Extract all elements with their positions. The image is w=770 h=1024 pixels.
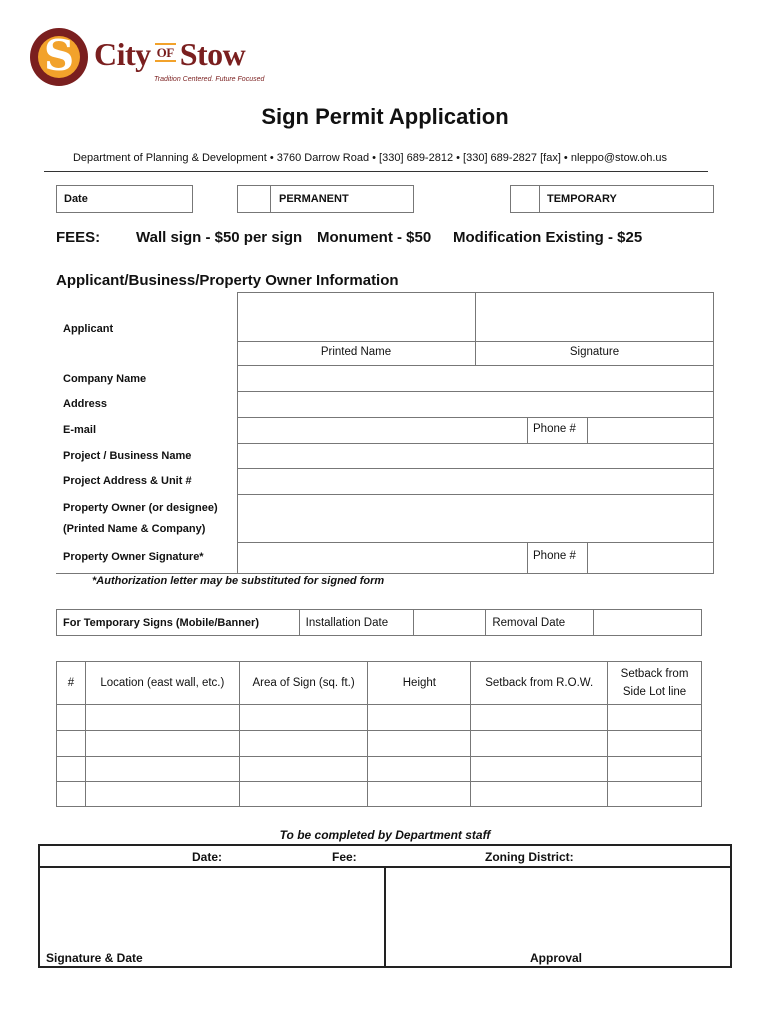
- temporary-option: [539, 185, 714, 213]
- email-label: E-mail: [63, 424, 97, 436]
- col-header-number: #: [57, 662, 86, 705]
- project-name-label: Project / Business Name: [63, 450, 192, 462]
- property-owner-input[interactable]: [238, 495, 713, 542]
- col-header-location: Location (east wall, etc.): [85, 662, 239, 705]
- table-row: [57, 705, 702, 731]
- permanent-option: [270, 185, 414, 213]
- signature-caption: Signature: [569, 346, 620, 358]
- authorization-note: *Authorization letter may be substituted for signed form: [92, 575, 385, 587]
- signature-date-label: Signature & Date: [46, 951, 143, 965]
- col-header-area: Area of Sign (sq. ft.): [239, 662, 368, 705]
- project-address-input[interactable]: [238, 469, 713, 494]
- city-logo: [30, 28, 270, 90]
- staff-date-label: Date:: [192, 850, 223, 864]
- section-title: Applicant/Business/Property Owner Information: [56, 272, 399, 289]
- table-row: [57, 757, 702, 782]
- permanent-label: PERMANENT: [279, 193, 349, 205]
- applicant-label: Applicant: [63, 323, 114, 335]
- applicant-printed-name-input[interactable]: [237, 292, 475, 341]
- zoning-district-label: Zoning District:: [485, 850, 574, 864]
- removal-date-input[interactable]: [594, 610, 702, 636]
- owner-signature-label: Property Owner Signature*: [63, 551, 204, 563]
- address-input[interactable]: [238, 392, 713, 417]
- temporary-signs-table: [56, 609, 702, 636]
- temporary-checkbox[interactable]: [510, 185, 540, 213]
- owner-phone-input[interactable]: [588, 543, 713, 573]
- temporary-signs-label: For Temporary Signs (Mobile/Banner): [57, 610, 300, 636]
- printed-name-caption: Printed Name: [320, 346, 392, 358]
- email-input[interactable]: [238, 418, 527, 443]
- staff-approval-area[interactable]: [388, 870, 728, 964]
- staff-section: [38, 844, 732, 968]
- applicant-signature-input[interactable]: [476, 292, 713, 341]
- installation-date-input[interactable]: [413, 610, 486, 636]
- department-contact-line: Department of Planning & Development • 3760 Darrow Road • [330] 689-2812 • [330] 689-2827 [fax] • nleppo@stow.oh.us: [72, 152, 668, 164]
- phone-input[interactable]: [588, 418, 713, 443]
- logo-tagline: Tradition Centered. Future Focused: [154, 76, 265, 83]
- staff-caption: To be completed by Department staff: [279, 828, 491, 842]
- project-name-input[interactable]: [238, 444, 713, 468]
- phone-label: Phone #: [533, 423, 576, 435]
- logo-emblem-icon: S: [30, 28, 88, 86]
- fee-wall-sign: Wall sign - $50 per sign: [136, 229, 303, 246]
- permanent-checkbox[interactable]: [237, 185, 271, 213]
- applicant-form: [56, 292, 714, 574]
- col-header-setback-side: Setback from Side Lot line: [608, 662, 702, 705]
- removal-date-label: Removal Date: [486, 610, 594, 636]
- approval-label: Approval: [530, 951, 583, 965]
- sign-details-table: [56, 661, 702, 807]
- staff-fee-label: Fee:: [332, 850, 357, 864]
- company-name-input[interactable]: [238, 366, 713, 391]
- fees-label: FEES:: [56, 229, 101, 246]
- address-label: Address: [63, 398, 108, 410]
- table-row: [57, 731, 702, 757]
- logo-wordmark: City OF Stow: [94, 36, 246, 72]
- owner-phone-label: Phone #: [533, 550, 576, 562]
- date-label: Date: [64, 193, 88, 205]
- fee-monument: Monument - $50: [317, 229, 432, 246]
- temporary-label: TEMPORARY: [547, 193, 617, 205]
- page-title: Sign Permit Application: [261, 104, 509, 129]
- col-header-height: Height: [368, 662, 471, 705]
- col-header-setback-row: Setback from R.O.W.: [471, 662, 608, 705]
- table-row: [57, 782, 702, 807]
- staff-signature-area[interactable]: [42, 870, 382, 964]
- property-owner-sublabel: (Printed Name & Company): [63, 523, 206, 535]
- project-address-label: Project Address & Unit #: [63, 475, 192, 487]
- company-name-label: Company Name: [63, 373, 147, 385]
- fee-modification: Modification Existing - $25: [453, 229, 643, 246]
- date-field[interactable]: [56, 185, 193, 213]
- installation-date-label: Installation Date: [299, 610, 413, 636]
- owner-signature-input[interactable]: [238, 543, 527, 573]
- property-owner-label: Property Owner (or designee): [63, 502, 218, 514]
- divider: [44, 171, 708, 172]
